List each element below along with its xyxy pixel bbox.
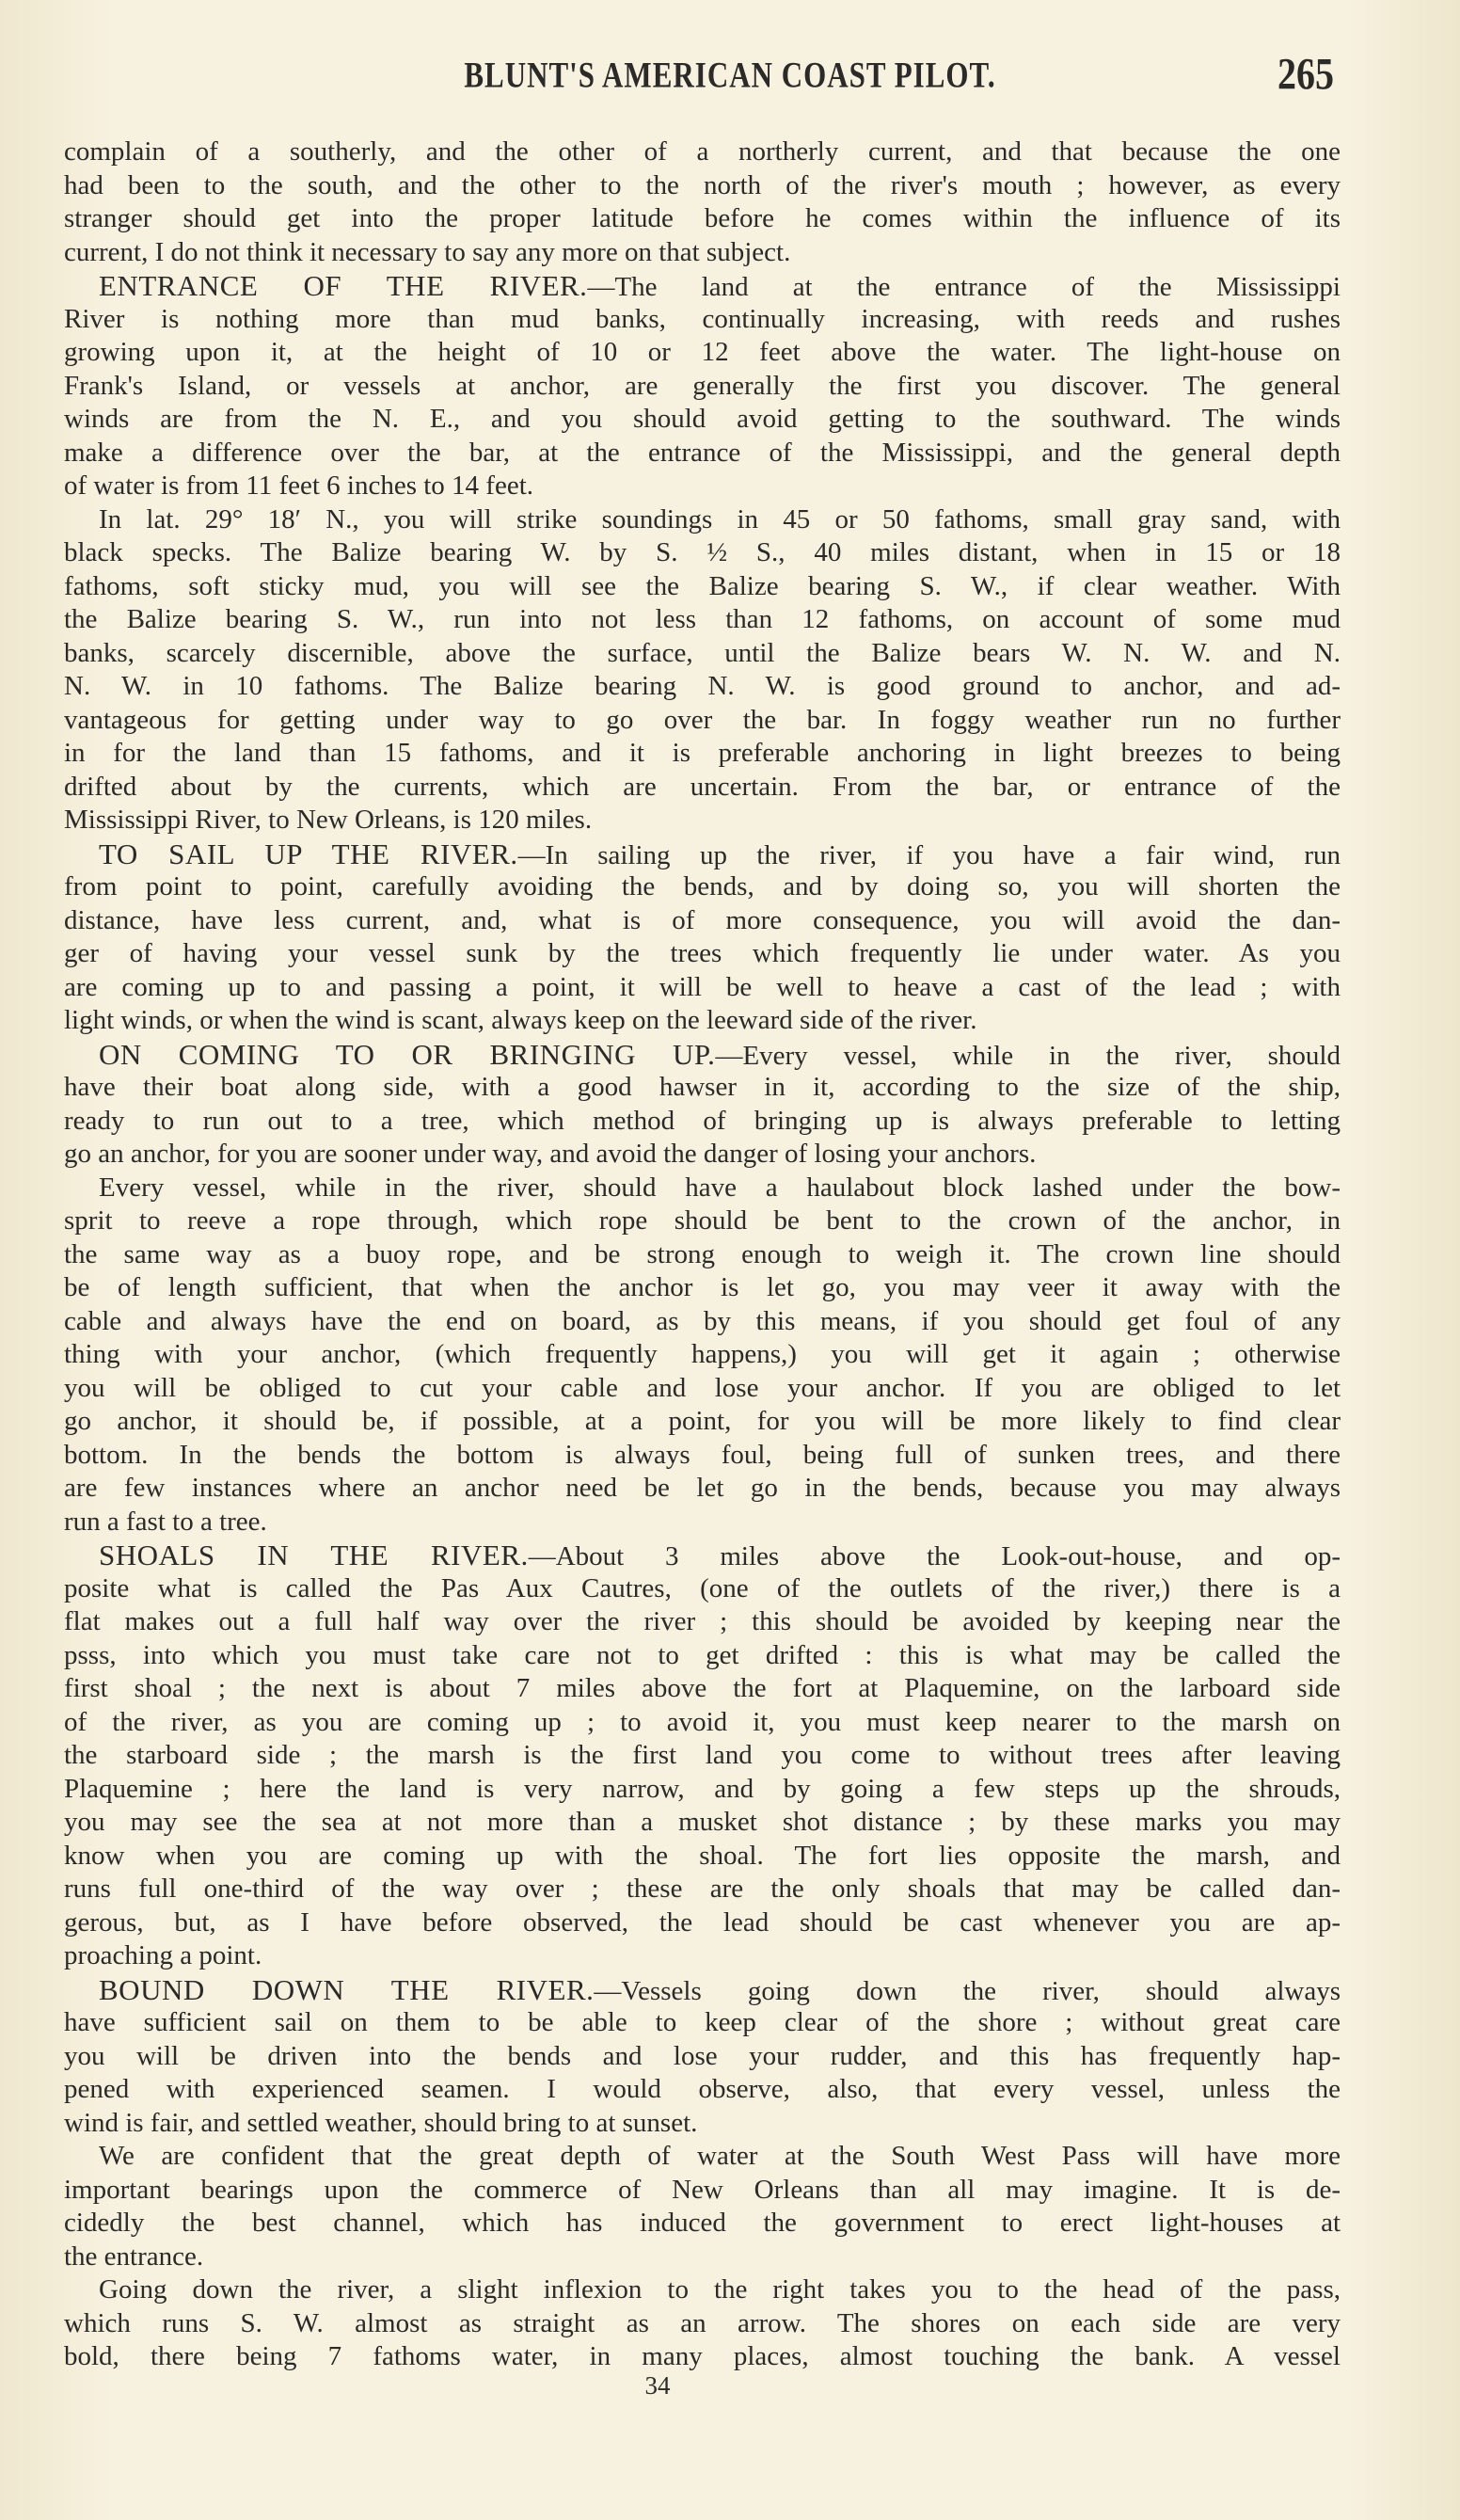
text-line — [64, 202, 1341, 236]
text-line — [64, 704, 1341, 738]
line-text: know when you are coming up with the shoal. The fort lies opposite the marsh, and — [64, 1840, 1341, 1871]
paragraph — [64, 1038, 1341, 1172]
line-text: have sufficient sail on them to be able to keep clear of the shore ; without great care — [64, 2007, 1341, 2037]
text-line — [64, 169, 1341, 203]
signature-mark: 34 — [644, 2371, 671, 2400]
text-line — [64, 1439, 1341, 1473]
text-line — [64, 737, 1341, 771]
text-line — [64, 870, 1341, 904]
text-line — [64, 2040, 1341, 2074]
line-text: ready to run out to a tree, which method of bringing up is always preferable to letting — [64, 1105, 1341, 1136]
text-line — [64, 236, 1341, 270]
text-line — [64, 269, 1341, 303]
line-text: ger of having your vessel sunk by the trees which frequently lie under water. As you — [64, 938, 1341, 968]
text-line — [64, 2073, 1341, 2107]
line-text: important bearings upon the commerce of New Orleans than all may imagine. It is de- — [64, 2174, 1341, 2205]
text-line — [64, 1204, 1341, 1238]
text-line — [64, 1372, 1341, 1406]
text-line — [64, 1004, 1341, 1038]
text-line — [64, 937, 1341, 971]
line-text: psss, into which you must take care not to get drifted : this is what may be called the — [64, 1639, 1341, 1670]
line-text: first shoal ; the next is about 7 miles above the fort at Plaquemine, on the larboard side — [64, 1673, 1341, 1703]
text-line — [64, 370, 1341, 404]
text-line — [64, 1973, 1341, 2007]
text-line — [64, 2241, 1341, 2274]
paragraph — [64, 269, 1341, 503]
line-text: Going down the river, a slight inflexion to the right takes you to the head of the pass, — [99, 2274, 1341, 2305]
line-text: you will be driven into the bends and lose your rudder, and this has frequently hap- — [64, 2040, 1341, 2071]
line-text: growing upon it, at the height of 10 or 12 feet above the water. The light-house on — [64, 337, 1341, 367]
text-line — [64, 437, 1341, 471]
text-line — [64, 336, 1341, 370]
line-text: go anchor, it should be, if possible, at a point, for you will be more likely to find clear — [64, 1406, 1341, 1436]
line-text: current, I do not think it necessary to say any more on that subject. — [64, 236, 791, 267]
text-line — [64, 1405, 1341, 1439]
section-heading: BOUND DOWN THE RIVER. — [99, 1972, 595, 2006]
text-line — [64, 1238, 1341, 1272]
text-line — [64, 1172, 1341, 1205]
text-line — [64, 670, 1341, 704]
line-text: of the river, as you are coming up ; to avoid it, you must keep nearer to the marsh on — [64, 1706, 1341, 1737]
paragraph — [64, 1539, 1341, 1973]
text-line — [64, 771, 1341, 805]
text-line — [64, 1305, 1341, 1339]
line-text: vantageous for getting under way to go over the bar. In foggy weather run no further — [64, 704, 1341, 735]
line-text: sprit to reeve a rope through, which rope should be bent to the crown of the anchor, in — [64, 1205, 1341, 1236]
text-line — [64, 1939, 1341, 1973]
line-text: complain of a southerly, and the other of a northerly current, and that because the one — [64, 136, 1341, 167]
text-line — [64, 804, 1341, 837]
text-line — [64, 503, 1341, 537]
line-text: make a difference over the bar, at the entrance of the Mississippi, and the general depth — [64, 437, 1341, 468]
line-text: proaching a point. — [64, 1940, 262, 1970]
line-text: —The land at the entrance of the Mississippi — [587, 272, 1341, 302]
section-heading: SHOALS IN THE RIVER. — [99, 1539, 529, 1571]
text-line — [64, 1639, 1341, 1673]
line-text: wind is fair, and settled weather, should bring to at sunset. — [64, 2107, 698, 2138]
line-text: gerous, but, as I have before observed, the lead should be cast whenever you are ap- — [64, 1906, 1341, 1938]
line-text: drifted about by the currents, which are uncertain. From the bar, or entrance of the — [64, 771, 1341, 802]
text-line — [64, 1572, 1341, 1606]
paragraph — [64, 2273, 1341, 2374]
text-line — [64, 2174, 1341, 2208]
line-text: runs full one-third of the way over ; these are the only shoals that may be called dan- — [64, 1874, 1341, 1904]
body-text — [64, 136, 1341, 2374]
line-text: Frank's Island, or vessels at anchor, are generally the first you discover. The general — [64, 370, 1341, 401]
line-text: the starboard side ; the marsh is the first land you come to without trees after leaving — [64, 1740, 1341, 1770]
text-line — [64, 1038, 1341, 1072]
line-text: from point to point, carefully avoiding the bends, and by doing so, you will shorten the — [64, 871, 1341, 901]
paragraph — [64, 136, 1341, 269]
text-line — [64, 2107, 1341, 2141]
text-line — [64, 1906, 1341, 1940]
line-text: run a fast to a tree. — [64, 1506, 267, 1537]
line-text: posite what is called the Pas Aux Cautres, (one of the outlets of the river,) there is a — [64, 1572, 1341, 1603]
text-line — [64, 1338, 1341, 1372]
line-text: —Every vessel, while in the river, should — [715, 1040, 1341, 1071]
text-line — [64, 1739, 1341, 1773]
line-text: the entrance. — [64, 2241, 204, 2272]
text-line — [64, 136, 1341, 169]
text-line — [64, 1806, 1341, 1840]
line-text: are coming up to and passing a point, it will be well to heave a cast of the lead ; with — [64, 971, 1341, 1002]
line-text: light winds, or when the wind is scant, always keep on the leeward side of the river. — [64, 1005, 977, 1035]
line-text: flat makes out a full half way over the river ; this should be avoided by keeping near the — [64, 1606, 1341, 1636]
running-head-title: BLUNT'S AMERICAN COAST PILOT. — [464, 54, 996, 96]
text-line — [64, 536, 1341, 570]
text-line — [64, 1605, 1341, 1639]
text-line — [64, 1539, 1341, 1572]
text-line — [64, 637, 1341, 671]
line-text: go an anchor, for you are sooner under way, and avoid the danger of losing your anchors. — [64, 1139, 1037, 1169]
line-text: We are confident that the great depth of water at the South West Pass will have more — [99, 2141, 1341, 2171]
line-text: are few instances where an anchor need be let go in the bends, because you may always — [64, 1473, 1341, 1503]
text-line — [64, 570, 1341, 604]
text-line — [64, 303, 1341, 337]
line-text: distance, have less current, and, what is of more consequence, you will avoid the dan- — [64, 904, 1341, 935]
text-line — [64, 1105, 1341, 1139]
text-line — [64, 1773, 1341, 1807]
line-text: had been to the south, and the other to the north of the river's mouth ; however, as every — [64, 169, 1341, 200]
line-text: River is nothing more than mud banks, continually increasing, with reeds and rushes — [64, 303, 1341, 334]
text-line — [64, 1071, 1341, 1105]
text-line — [64, 2207, 1341, 2241]
line-text: pened with experienced seamen. I would observe, also, that every vessel, unless the — [64, 2074, 1341, 2104]
paragraph — [64, 503, 1341, 837]
line-text: —In sailing up the river, if you have a fair wind, run — [517, 839, 1341, 870]
paragraph — [64, 2140, 1341, 2273]
line-text: Plaquemine ; here the land is very narrow, and by going a few steps up the shrouds, — [64, 1773, 1341, 1804]
line-text: fathoms, soft sticky mud, you will see the Balize bearing S. W., if clear weather. With — [64, 570, 1341, 601]
text-line — [64, 1138, 1341, 1172]
text-line — [64, 1672, 1341, 1706]
line-text: banks, scarcely discernible, above the surface, until the Balize bears W. N. W. and N. — [64, 637, 1341, 668]
line-text: which runs S. W. almost as straight as an arrow. The shores on each side are very — [64, 2307, 1341, 2338]
line-text: bottom. In the bends the bottom is always foul, being full of sunken trees, and there — [64, 1439, 1341, 1470]
text-line — [64, 2340, 1341, 2374]
section-heading: ON COMING TO OR BRINGING UP. — [99, 1037, 716, 1071]
line-text: have their boat along side, with a good hawser in it, according to the size of the ship, — [64, 1072, 1341, 1102]
paragraph — [64, 1172, 1341, 1539]
text-line — [64, 1873, 1341, 1906]
section-heading: TO SAIL UP THE RIVER. — [99, 837, 518, 870]
line-text: bold, there being 7 fathoms water, in many places, almost touching the bank. A vessel — [64, 2341, 1341, 2371]
text-line — [64, 1506, 1341, 1539]
line-text: —About 3 miles above the Look-out-house, and op- — [528, 1541, 1341, 1571]
text-line — [64, 2273, 1341, 2307]
text-line — [64, 971, 1341, 1005]
text-line — [64, 1472, 1341, 1506]
line-text: thing with your anchor, (which frequently happens,) you will get it again ; otherwise — [64, 1339, 1341, 1369]
line-text: Mississippi River, to New Orleans, is 120 miles. — [64, 805, 593, 835]
page-number: 265 — [1278, 48, 1334, 100]
text-line — [64, 2006, 1341, 2040]
text-line — [64, 904, 1341, 938]
line-text: In lat. 29° 18′ N., you will strike soundings in 45 or 50 fathoms, small gray sand, with — [99, 503, 1341, 534]
text-line — [64, 403, 1341, 437]
text-line — [64, 1271, 1341, 1305]
text-line — [64, 603, 1341, 637]
text-line — [64, 2140, 1341, 2174]
line-text: black specks. The Balize bearing W. by S. ½ S., 40 miles distant, when in 15 or 18 — [64, 537, 1341, 567]
line-text: N. W. in 10 fathoms. The Balize bearing N. W. is good ground to anchor, and ad- — [64, 671, 1341, 701]
section-heading: ENTRANCE OF THE RIVER. — [99, 269, 588, 302]
line-text: in for the land than 15 fathoms, and it is preferable anchoring in light breezes to being — [64, 738, 1341, 768]
line-text: cable and always have the end on board, as by this means, if you should get foul of any — [64, 1305, 1341, 1336]
line-text: of water is from 11 feet 6 inches to 14 feet. — [64, 471, 534, 501]
paragraph — [64, 1973, 1341, 2141]
text-line — [64, 837, 1341, 871]
line-text: stranger should get into the proper latitude before he comes within the influence of its — [64, 203, 1341, 233]
line-text: winds are from the N. E., and you should avoid getting to the southward. The winds — [64, 404, 1341, 434]
line-text: —Vessels going down the river, should always — [594, 1975, 1341, 2006]
paragraph — [64, 837, 1341, 1038]
text-line — [64, 2307, 1341, 2341]
line-text: you will be obliged to cut your cable and lose your anchor. If you are obliged to let — [64, 1372, 1341, 1403]
text-line — [64, 470, 1341, 503]
line-text: the same way as a buoy rope, and be strong enough to weigh it. The crown line should — [64, 1238, 1341, 1269]
text-line — [64, 1840, 1341, 1874]
line-text: you may see the sea at not more than a musket shot distance ; by these marks you may — [64, 1807, 1341, 1837]
line-text: be of length sufficient, that when the anchor is let go, you may veer it away with the — [64, 1272, 1341, 1302]
text-line — [64, 1706, 1341, 1740]
line-text: cidedly the best channel, which has induced the government to erect light-houses at — [64, 2208, 1341, 2238]
line-text: Every vessel, while in the river, should have a haulabout block lashed under the bow- — [99, 1172, 1341, 1203]
line-text: the Balize bearing S. W., run into not less than 12 fathoms, on account of some mud — [64, 604, 1341, 634]
